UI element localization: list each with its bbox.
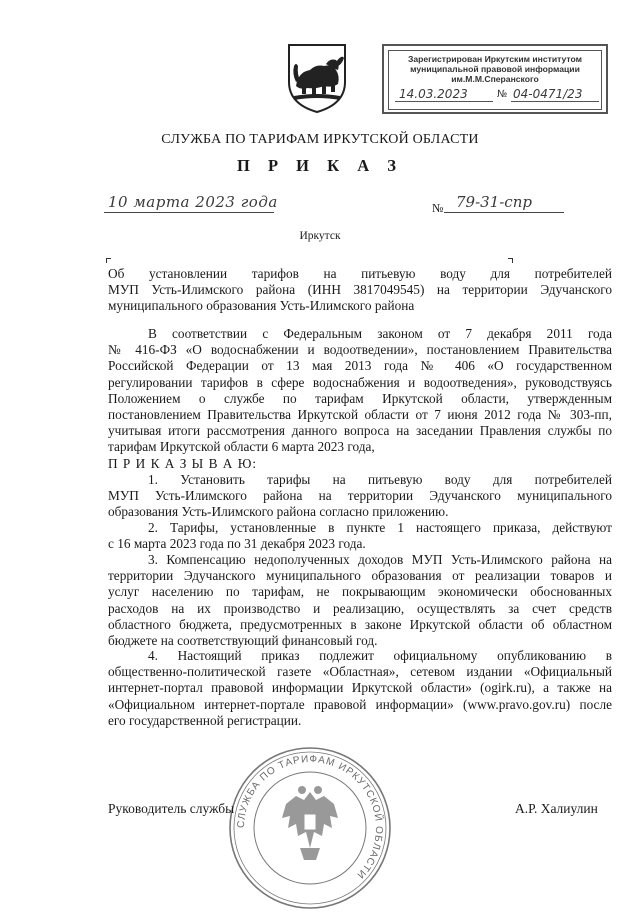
item-line: услуг населению по тарифам, не покрывающим экономически обоснованных [108,584,612,600]
item-line: его государственной регистрации. [108,712,302,728]
subject-line: МУП Усть-Илимского района (ИНН 3817049545) на территории Эдучанского [108,282,612,298]
subject-block [108,266,612,315]
preamble-line: В соответствии с Федеральным законом от 7 декабря 2011 года [148,326,612,341]
preamble [108,326,612,472]
preamble-line: учитывая итоги рассмотрения данного вопроса на заседании Правления службы по [108,423,612,439]
item-line: бюджете на соответствующий финансовый год. [108,633,378,649]
organization-name: СЛУЖБА ПО ТАРИФАМ ИРКУТСКОЙ ОБЛАСТИ [161,132,479,147]
preamble-line: тарифам Иркутской области 6 марта 2023 года, [108,439,375,455]
coat-of-arms-icon [286,42,348,114]
item-1 [108,472,612,521]
item-line: территории Эдучанского муниципального образования от реализации товаров и [108,568,612,584]
item-3 [108,552,612,649]
signatory-position: Руководитель службы [108,801,235,816]
item-line: «Официальном интернет-портале правовой информации» (www.pravo.gov.ru) после [108,696,612,712]
number-prefix: № [432,201,444,215]
item-4 [108,648,612,729]
subject-line: муниципального образования Усть-Илимского района [108,298,415,314]
item-line: общественно-политической газете «Областная», сетевом издании «Официальный [108,664,612,680]
number-underline [444,212,564,213]
item-line: областного бюджета, предусмотренных в законе Иркутской области об областном [108,616,612,632]
preamble-line: Положением о службе по тарифам Иркутской области, утвержденным [108,390,612,406]
order-number: 79-31-спр [456,193,532,211]
stamp-date: 14.03.2023 [399,87,468,101]
document-type: П Р И К А З [237,156,403,175]
item-line: образования Усть-Илимского района согласно приложению. [108,504,449,520]
stamp-line-1: Зарегистрирован Иркутским институтом [407,54,583,64]
city: Иркутск [299,230,341,242]
item-line: расходов на их производство и реализацию, осуществлять за счет средств [108,600,612,616]
preamble-line: № 416-ФЗ «О водоснабжении и водоотведении», постановлением Правительства [108,342,612,358]
subject-corner-left [106,258,111,263]
item-line: интернет-портал правовой информации Иркутской области» (ogirk.ru), а также на [108,680,612,696]
subject-line: Об установлении тарифов на питьевую воду для потребителей [108,266,612,281]
preamble-line: постановлением Правительства Иркутской области от 7 июня 2012 года № 303-пп, [108,407,612,423]
stamp-line-3: им.М.М.Сперанского [451,74,539,84]
order-date: 10 марта 2023 года [108,193,278,211]
stamp-no-label: № [497,89,508,100]
stamp-number: 04-0471/23 [513,87,583,101]
item-line: 3. Компенсацию недополученных доходов МУП Усть-Илимского района на [148,552,612,567]
stamp-line-2: муниципальной правовой информации [410,64,580,74]
item-2 [108,520,612,552]
order-word: П Р И К А З Ы В А Ю: [108,455,258,471]
date-underline [104,212,274,213]
item-line: 1. Установить тарифы на питьевую воду для потребителей [148,472,612,487]
item-line: МУП Усть-Илимского района на территории Эдучанского муниципального [108,488,612,504]
stamp-date-underline [395,101,493,102]
item-line: 2. Тарифы, установленные в пункте 1 настоящего приказа, действуют [148,520,612,535]
signatory-name: А.Р. Халиулин [515,801,598,816]
item-line: 4. Настоящий приказ подлежит официальному опубликованию в [148,648,612,663]
preamble-line: Российской Федерации от 13 мая 2013 года № 406 «О государственном [108,358,612,374]
stamp-number-underline [511,101,599,102]
item-line: с 16 марта 2023 года по 31 декабря 2023 года. [108,536,366,552]
seal-ring-text: СЛУЖБА ПО ТАРИФАМ ИРКУТСКОЙ ОБЛАСТИ [235,753,385,881]
preamble-line: регулировании тарифов в сфере водоснабжения и водоотведения», руководствуясь [108,374,612,390]
official-seal [226,744,394,912]
registration-stamp [382,44,608,114]
subject-corner-right [508,258,513,263]
